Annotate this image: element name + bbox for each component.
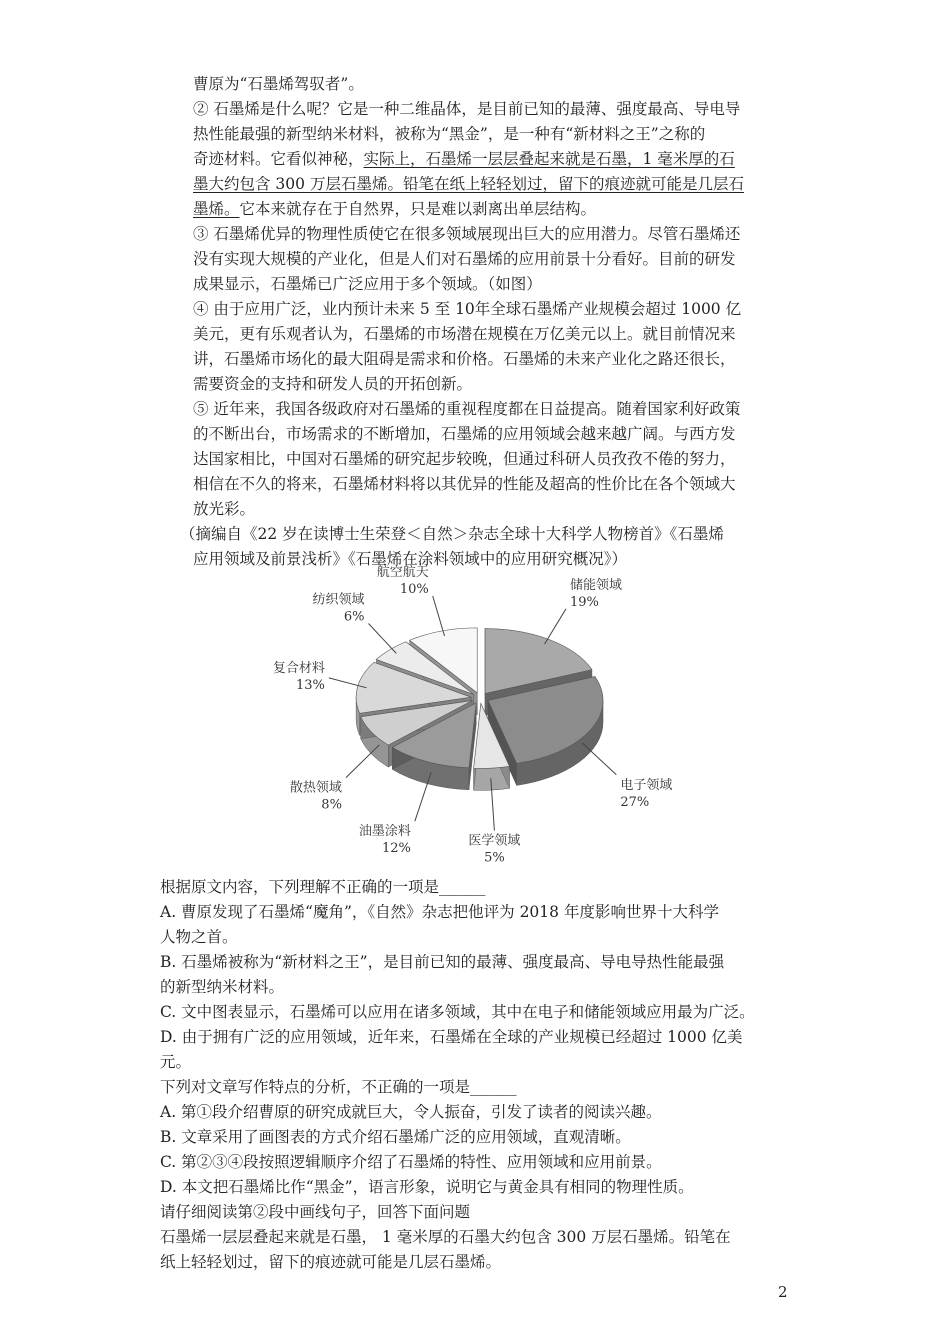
pie-category-label: 储能领域	[569, 577, 623, 593]
pie-category-label: 纺织领域	[312, 592, 365, 608]
pie-category-label: 医学领域	[468, 833, 521, 849]
pie-leader-line	[346, 745, 379, 778]
pie-value-label: 5%	[484, 850, 505, 866]
text-span: 奇迹材料。它看似神秘，	[193, 150, 364, 168]
paragraph-5-line: 的不断出台，市场需求的不断增加，石墨烯的应用领域会越来越广阔。与西方发	[193, 425, 736, 443]
paragraph-5-line: ⑤ 近年来，我国各级政府对石墨烯的重视程度都在日益提高。随着国家利好政策	[193, 400, 741, 418]
q1-option-a: A. 曹原发现了石墨烯“魔角”，《自然》杂志把他评为 2018 年度影响世界十大科学	[160, 903, 719, 921]
pie-category-label: 油墨涂料	[358, 824, 411, 840]
q2-option-c: C. 第②③④段按照逻辑顺序介绍了石墨烯的特性、应用领域和应用前景。	[160, 1153, 662, 1171]
paragraph-2-line	[193, 197, 744, 222]
pie-value-label: 27%	[620, 794, 650, 810]
paragraph-4-line: 需要资金的支持和研发人员的开拓创新。	[193, 375, 473, 393]
pie-leader-line	[545, 609, 566, 644]
underlined-sentence: 墨烯。	[193, 200, 240, 218]
paragraph-3-line: 没有实现大规模的产业化，但是人们对石墨烯的应用前景十分看好。目前的研发	[193, 250, 736, 268]
paragraph-4-line: ④ 由于应用广泛，业内预计未来 5 至 10年全球石墨烯产业规模会超过 1000 亿	[193, 300, 742, 318]
pie-value-label: 6%	[343, 609, 365, 625]
pie-value-label: 19%	[569, 594, 599, 610]
paragraph-4-line: 讲，石墨烯市场化的最大阻碍是需求和价格。石墨烯的未来产业化之路还很长，	[193, 350, 736, 368]
paragraph-3-line: 成果显示，石墨烯已广泛应用于多个领域。（如图）	[193, 275, 542, 293]
questions-section	[160, 875, 755, 1275]
paragraph-5-line: 相信在不久的将来，石墨烯材料将以其优异的性能及超高的性价比在各个领域大	[193, 475, 736, 493]
pie-leader-line	[582, 743, 616, 775]
pie-value-label: 12%	[381, 841, 411, 857]
pie-leader-line	[368, 623, 396, 653]
page-number: 2	[778, 1283, 788, 1301]
pie-chart	[272, 565, 673, 866]
pie-category-label: 航空航天	[376, 565, 429, 581]
underlined-sentence: 实际上，石墨烯一层层叠起来就是石墨，1 毫米厚的石	[363, 150, 735, 168]
paragraph-3-line: ③ 石墨烯优异的物理性质使它在很多领域展现出巨大的应用潜力。尽管石墨烯还	[193, 225, 741, 243]
q3-sentence: 石墨烯一层层叠起来就是石墨， 1 毫米厚的石墨大约包含 300 万层石墨烯。铅笔在	[160, 1228, 731, 1246]
source-citation	[180, 522, 724, 572]
q1-option-b: B. 石墨烯被称为“新材料之王”，是目前已知的最薄、强度最高、导电导热性能最强	[160, 953, 725, 971]
article-text	[193, 72, 744, 522]
paragraph-2-line	[193, 172, 744, 197]
q1-option-c: C. 文中图表显示，石墨烯可以应用在诸多领域，其中在电子和储能领域应用最为广泛。	[160, 1003, 755, 1021]
pie-value-label: 8%	[321, 797, 342, 813]
q1-option-d-cont: 元。	[160, 1053, 192, 1071]
question-3-stem: 请仔细阅读第②段中画线句子，回答下面问题	[160, 1203, 471, 1221]
pie-value-label: 13%	[295, 677, 325, 693]
q1-option-d: D. 由于拥有广泛的应用领域，近年来，石墨烯在全球的产业规模已经超过 1000 亿美	[160, 1028, 743, 1046]
q1-option-a-cont: 人物之首。	[160, 928, 238, 946]
underlined-sentence: 墨大约包含 300 万层石墨烯。铅笔在纸上轻轻划过，留下的痕迹就可能是几层石	[193, 175, 744, 193]
paragraph-5-line: 达国家相比，中国对石墨烯的研究起步较晚，但通过科研人员孜孜不倦的努力，	[193, 450, 736, 468]
q2-option-d: D. 本文把石墨烯比作“黑金”，语言形象，说明它与黄金具有相同的物理性质。	[160, 1178, 694, 1196]
q3-sentence-cont: 纸上轻轻划过，留下的痕迹就可能是几层石墨烯。	[160, 1253, 502, 1271]
pie-shapes	[356, 628, 603, 791]
question-2-stem: 下列对文章写作特点的分析，不正确的一项是______	[160, 1078, 517, 1096]
q1-option-b-cont: 的新型纳米材料。	[160, 978, 285, 996]
question-1-stem: 根据原文内容，下列理解不正确的一项是______	[160, 878, 486, 896]
pie-category-label: 电子领域	[620, 777, 673, 793]
paragraph-5-line: 放光彩。	[193, 500, 256, 518]
paragraph-4-line: 美元，更有乐观者认为，石墨烯的市场潜在规模在万亿美元以上。就目前情况来	[193, 325, 736, 343]
paragraph-2-line: ② 石墨烯是什么呢？它是一种二维晶体，是目前已知的最薄、强度最高、导电导	[193, 100, 741, 118]
paragraph-2-line: 热性能最强的新型纳米材料，被称为“黑金”，是一种有“新材料之王”之称的	[193, 125, 706, 143]
pie-leader-line	[433, 596, 445, 636]
text-span: 它本来就存在于自然界，只是难以剥离出单层结构。	[239, 200, 597, 218]
citation-line: （摘编自《22 岁在读博士生荣登＜自然＞杂志全球十大科学人物榜首》《石墨烯	[180, 525, 724, 543]
paragraph-2-line	[193, 147, 744, 172]
citation-line: 应用领域及前景浅析》《石墨烯在涂料领域中的应用研究概况》）	[193, 550, 628, 568]
q2-option-b: B. 文章采用了画图表的方式介绍石墨烯广泛的应用领域，直观清晰。	[160, 1128, 631, 1146]
q2-option-a: A. 第①段介绍曹原的研究成就巨大，令人振奋，引发了读者的阅读兴趣。	[160, 1103, 662, 1121]
article-line: 曹原为“石墨烯驾驭者”。	[193, 75, 364, 93]
pie-category-label: 复合材料	[272, 660, 325, 676]
pie-category-label: 散热领域	[289, 780, 342, 796]
pie-value-label: 10%	[399, 582, 429, 598]
